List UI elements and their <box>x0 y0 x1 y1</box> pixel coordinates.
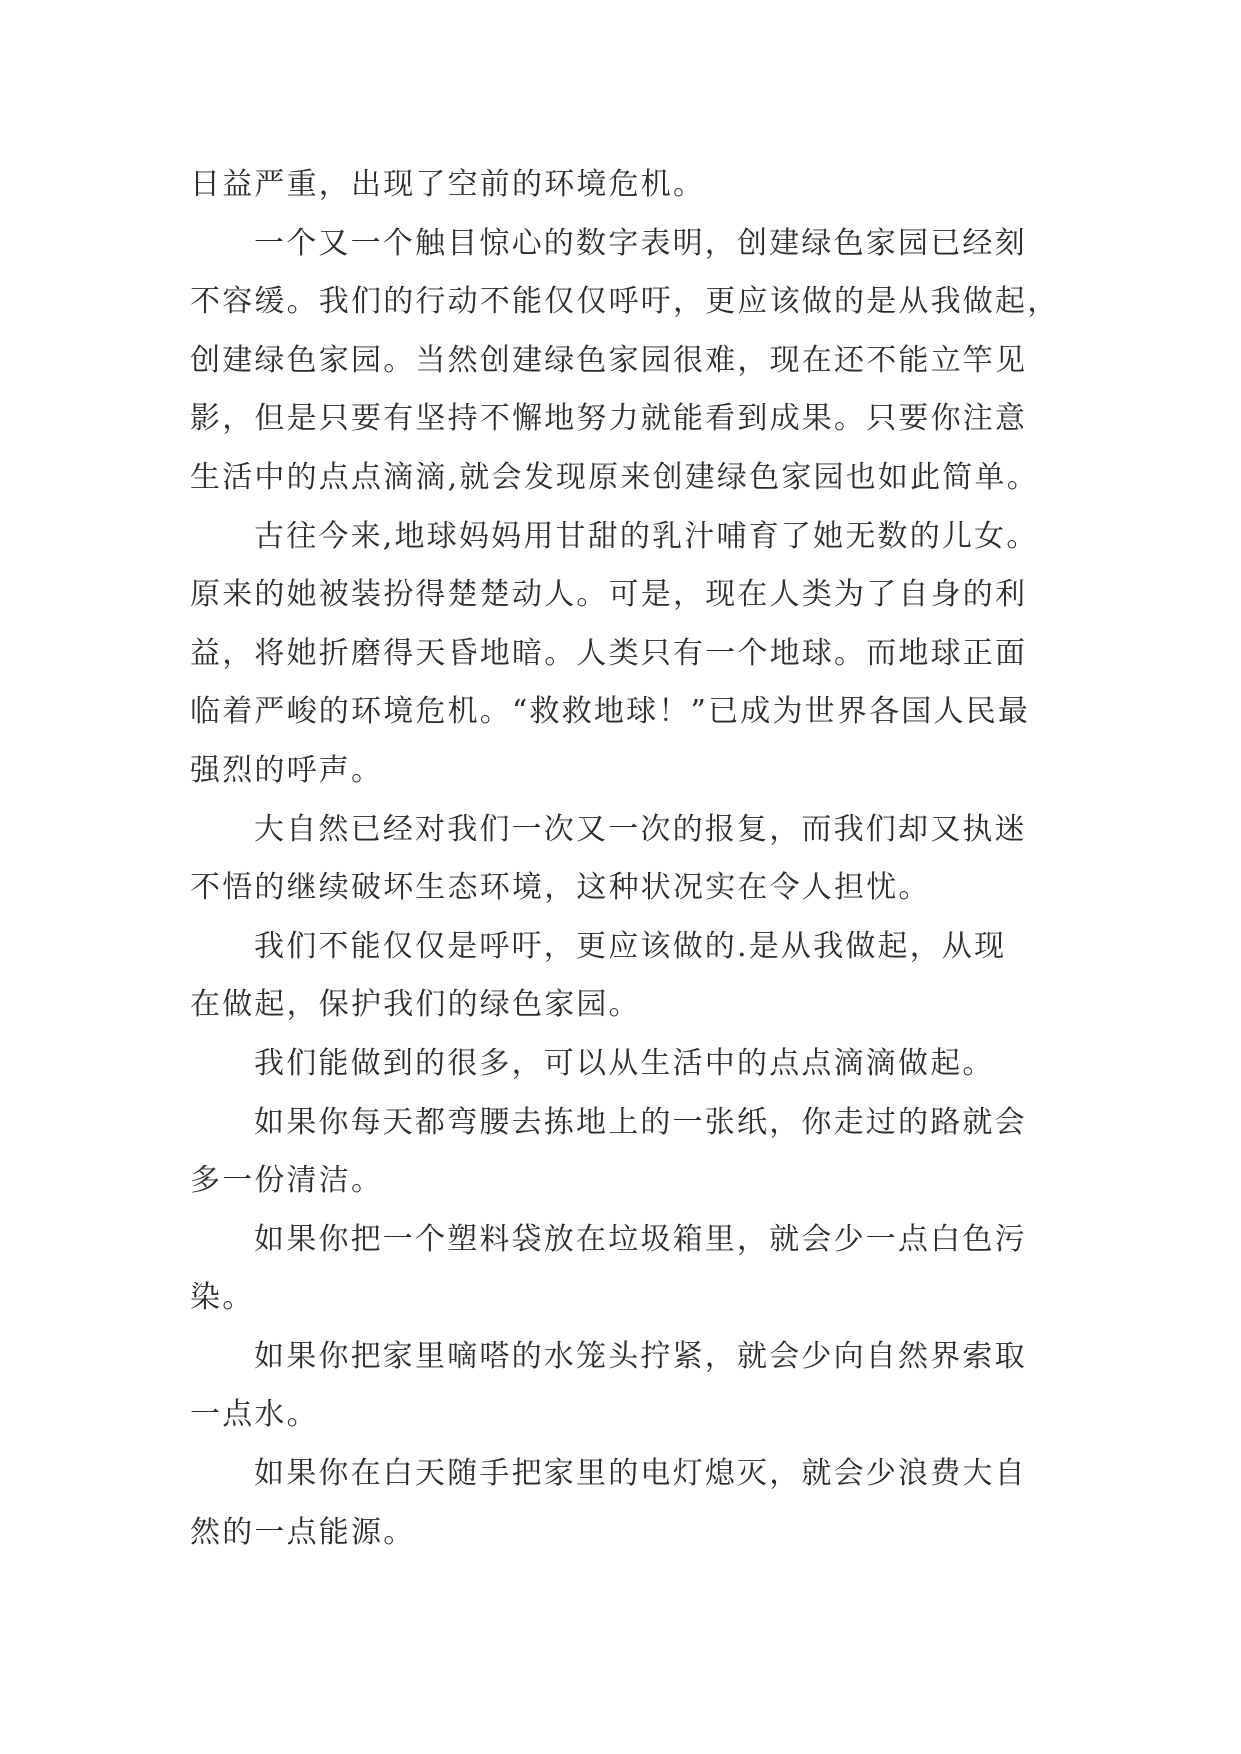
text-line: 一点水。 <box>190 1397 319 1433</box>
text-line: 益，将她折磨得天昏地暗。人类只有一个地球。而地球正面 <box>190 635 1028 671</box>
text-line: 影，但是只要有坚持不懈地努力就能看到成果。只要你注意 <box>190 401 1028 437</box>
text-line: 多一份清洁。 <box>190 1163 384 1199</box>
text-line: 生活中的点点滴滴,就会发现原来创建绿色家园也如此简单。 <box>190 459 1039 495</box>
text-line: 如果你把一个塑料袋放在垃圾箱里，就会少一点白色污 <box>254 1221 1027 1257</box>
text-line: 创建绿色家园。当然创建绿色家园很难，现在还不能立竿见 <box>190 342 1028 378</box>
text-line: 我们不能仅仅是呼吁，更应该做的.是从我做起，从现 <box>254 928 1007 964</box>
essay-body <box>190 156 1060 1562</box>
text-line: 如果你把家里嘀嗒的水笼头拧紧，就会少向自然界索取 <box>254 1338 1027 1374</box>
text-line: 然的一点能源。 <box>190 1514 416 1550</box>
text-line: 强烈的呼声。 <box>190 752 384 788</box>
text-line: 不悟的继续破坏生态环境，这种状况实在令人担忧。 <box>190 870 931 906</box>
text-line: 不容缓。我们的行动不能仅仅呼吁，更应该做的是从我做起， <box>190 284 1060 320</box>
text-line: 大自然已经对我们一次又一次的报复，而我们却又执迷 <box>254 811 1027 847</box>
text-line: 我们能做到的很多，可以从生活中的点点滴滴做起。 <box>254 1045 995 1081</box>
text-line: 原来的她被装扮得楚楚动人。可是，现在人类为了自身的利 <box>190 577 1028 613</box>
text-line: 古往今来,地球妈妈用甘甜的乳汁哺育了她无数的儿女。 <box>254 518 1039 554</box>
text-line: 染。 <box>190 1280 255 1316</box>
text-line: 临着严峻的环境危机。“救救地球！”已成为世界各国人民最 <box>190 694 1031 730</box>
text-line: 如果你在白天随手把家里的电灯熄灭，就会少浪费大自 <box>254 1456 1027 1492</box>
text-line: 日益严重，出现了空前的环境危机。 <box>190 167 706 202</box>
text-line: 如果你每天都弯腰去拣地上的一张纸，你走过的路就会 <box>254 1104 1027 1140</box>
text-line: 在做起，保护我们的绿色家园。 <box>190 987 641 1023</box>
text-line: 一个又一个触目惊心的数字表明，创建绿色家园已经刻 <box>254 225 1027 261</box>
